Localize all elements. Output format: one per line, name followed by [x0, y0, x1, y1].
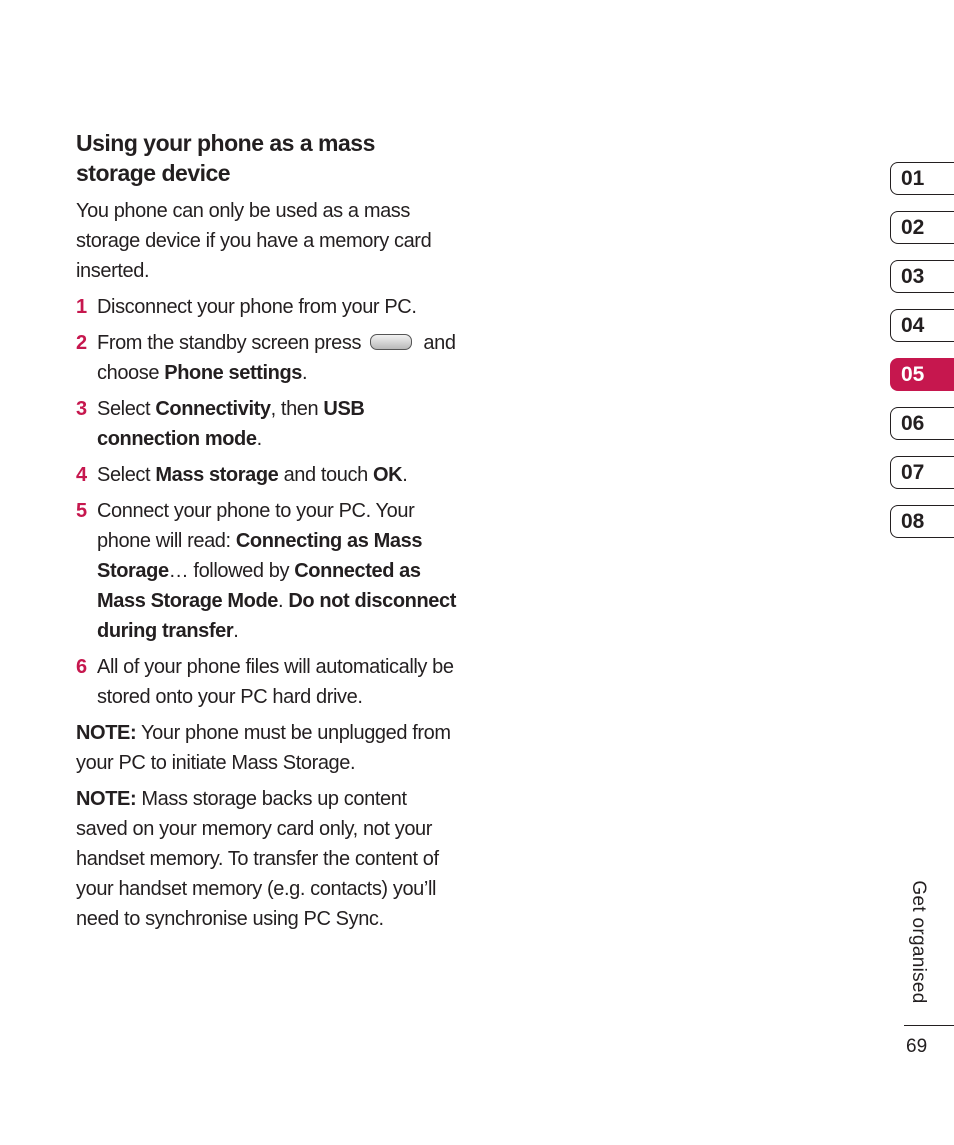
chapter-tabs [890, 162, 954, 554]
menu-option: USB connection mode [97, 398, 365, 450]
status-message: Connecting as Mass Storage [97, 530, 423, 582]
steps-list [76, 292, 460, 712]
step-number: 6 [76, 656, 87, 678]
chapter-tab[interactable]: 03 [890, 260, 954, 293]
step-text: … followed by [168, 560, 290, 582]
chapter-tab[interactable]: 04 [890, 309, 954, 342]
note-label: NOTE: [76, 788, 137, 810]
step-text: and choose [97, 332, 456, 384]
note-label: NOTE: [76, 722, 137, 744]
step-text: . [278, 590, 284, 612]
intro-paragraph: You phone can only be used as a mass storage device if you have a memory card inserted. [76, 200, 432, 282]
chapter-tab[interactable]: 02 [890, 211, 954, 244]
step-number: 4 [76, 464, 87, 486]
main-content [76, 128, 460, 934]
step-item [76, 460, 460, 490]
step-text: and touch [283, 464, 368, 486]
step-item [76, 328, 460, 388]
step-item [76, 652, 460, 712]
step-item [76, 394, 460, 454]
note-paragraph [76, 718, 460, 778]
section-side-label: Get organised [908, 880, 929, 1004]
note-text: Your phone must be unplugged from your PC to initiate Mass Storage. [76, 722, 451, 774]
warning-text: Do not disconnect during transfer [97, 590, 457, 642]
chapter-tab[interactable]: 07 [890, 456, 954, 489]
chapter-tab[interactable]: 01 [890, 162, 954, 195]
step-text: , then [270, 398, 319, 420]
step-text: Select [97, 464, 151, 486]
step-text: . [256, 428, 262, 450]
divider [904, 1025, 954, 1026]
step-text: . [302, 362, 308, 384]
step-number: 2 [76, 332, 87, 354]
chapter-tab[interactable]: 08 [890, 505, 954, 538]
page-number: 69 [906, 1036, 928, 1057]
note-paragraph [76, 784, 460, 934]
status-message: Connected as Mass Storage Mode [97, 560, 421, 612]
step-number: 5 [76, 500, 87, 522]
step-text: All of your phone files will automatically be stored onto your PC hard drive. [97, 656, 454, 708]
step-number: 1 [76, 296, 87, 318]
chapter-tab-active[interactable]: 05 [890, 358, 954, 391]
step-number: 3 [76, 398, 87, 420]
step-item [76, 292, 460, 322]
step-text: Select [97, 398, 151, 420]
step-text: Disconnect your phone from your PC. [97, 296, 417, 318]
note-text: Mass storage backs up content saved on your memory card only, not your handset memory. To transfer the content of your handset memory (e.g. contacts) you’ll need to synchronise using PC Sync. [76, 788, 439, 930]
section-heading: Using your phone as a mass storage device [76, 130, 375, 186]
step-item [76, 496, 460, 646]
menu-option: Mass storage [155, 464, 279, 486]
menu-key-icon [370, 334, 412, 350]
menu-option: Phone settings [164, 362, 303, 384]
menu-option: OK [373, 464, 403, 486]
step-text: From the standby screen press [97, 332, 362, 354]
step-text: . [233, 620, 239, 642]
chapter-tab[interactable]: 06 [890, 407, 954, 440]
step-text: Connect your phone to your PC. Your phone will read: [97, 500, 415, 552]
step-text: . [402, 464, 408, 486]
menu-option: Connectivity [155, 398, 271, 420]
